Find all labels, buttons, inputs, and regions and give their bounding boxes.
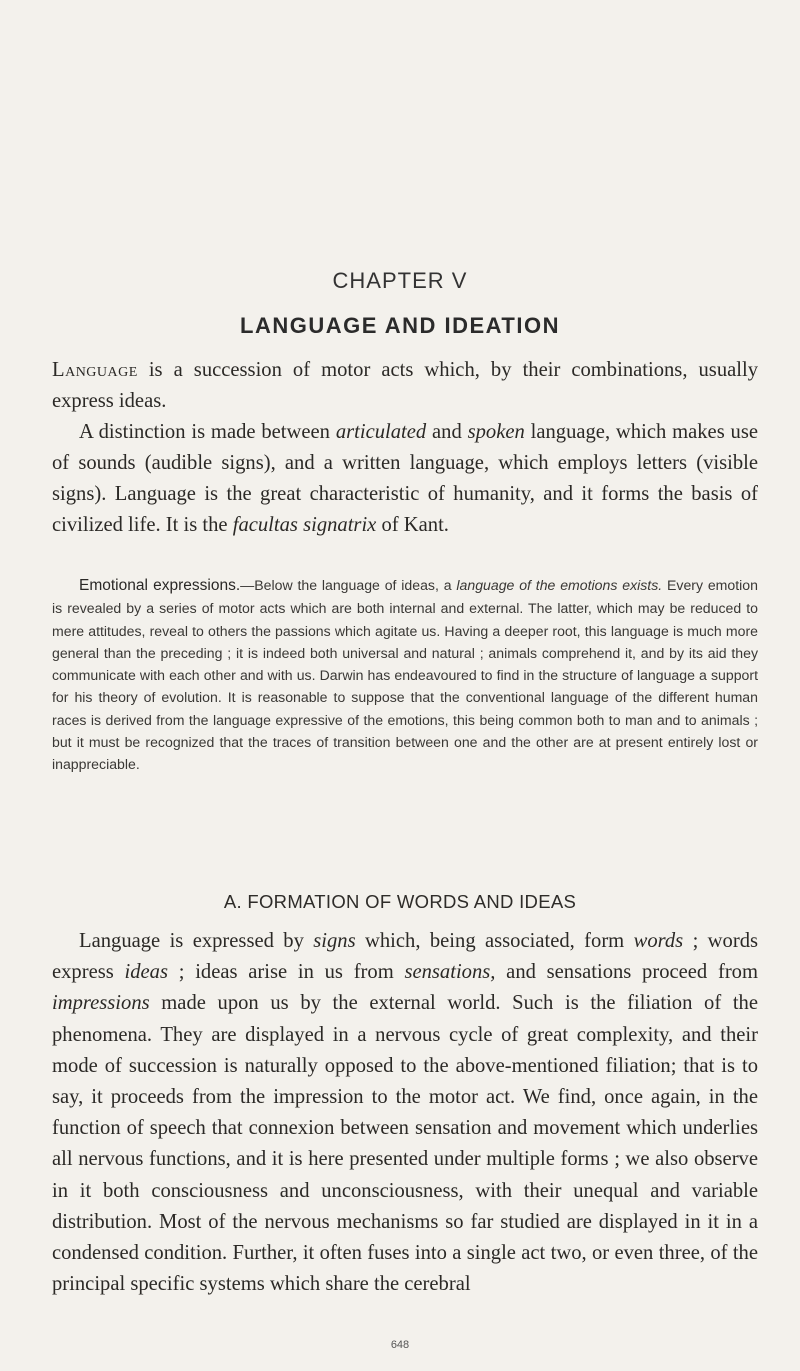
intro-paragraph-2 [52,417,758,541]
section-em-signs: signs [313,930,356,952]
section-text-d: ; ideas arise in us from [168,961,405,984]
chapter-label: CHAPTER V [332,268,468,293]
note-text-a: —Below the language of ideas, a [240,577,457,593]
section-text-f: made upon us by the external world. Such is the filiation of the phenomena. They are displayed in a nervous cycle of great complexity, and their mode of succession is naturally opposed to the above-mentioned filiation; that is to say, it proceeds from the impression to the motor act. We find, once again, in the function of speech that connexion between sensation and movement which underlies all nervous functions, and it is here presented under multiple forms ; we also observe in it both consciousness and unconsciousness, with their unequal and variable distribution. Most of the nervous mechanisms so far studied are displayed in it in a condensed condition. Further, it often fuses into a single act two, or even three, of the principal specific systems which share the cerebral [52,992,758,1296]
emotional-expressions-note [52,574,758,776]
section-em-impressions: impressions [52,992,150,1015]
intro-p2-em-facultas: facultas signatrix [232,514,377,536]
section-em-ideas: ideas [124,961,168,984]
chapter-title: LANGUAGE AND IDEATION [240,313,560,338]
intro-p2-em-articulated: articulated [335,421,427,443]
section-heading: A. FORMATION OF WORDS AND IDEAS [223,891,577,912]
intro-paragraph-1 [52,355,758,417]
intro-p2-text-a: A distinction is made between [79,421,336,443]
section-em-sensations: sensations, [404,961,496,984]
section-paragraph [52,926,758,1300]
section-text-c: ; words express [52,930,759,984]
section-text-e: and sensations proceed from [495,961,758,984]
intro-p2-em-spoken: spoken [467,421,525,443]
note-lead: Emotional expressions. [79,577,241,594]
note-text-b: Every emotion is revealed by a series of motor acts which are both internal and external. The latter, which may be reduced to mere attitudes, reveal to others the passions which agitate us. Having a deeper root, this language is much more general than the preceding ; it is indeed both universal and natural ; animals comprehend it, and by its aid they communicate with each other and with us. Darwin has endeavoured to find in the structure of language a support for his theory of evolution. It is reasonable to suppose that the conventional language of the different human races is derived from the language expressive of the emotions, this being common both to man and to animals ; but it must be recognized that the traces of transition between one and the other are at present entirely lost or inappreciable. [52,577,758,773]
page-number: 648 [390,1339,410,1351]
section-text-b: which, being associated, form [355,930,634,952]
note-em-language-of-emotions: language of the emotions exists. [456,577,663,593]
section-text-a: Language is expressed by [79,930,314,952]
section-em-words: words [633,930,684,952]
intro-paragraphs [52,355,758,541]
intro-p1-text: is a succession of motor acts which, by their combinations, usually express ideas. [52,359,758,412]
note-paragraph [52,574,758,776]
intro-p2-text-b: and [426,421,468,443]
lead-word: Language [52,359,138,381]
intro-p2-text-d: of Kant. [376,514,449,536]
intro-p2-text-c: language, which makes use of sounds (audible signs), and a written language, which employs letters (visible signs). Language is the great characteristic of humanity, and it forms the basis of civilized life. It is the [52,421,758,536]
